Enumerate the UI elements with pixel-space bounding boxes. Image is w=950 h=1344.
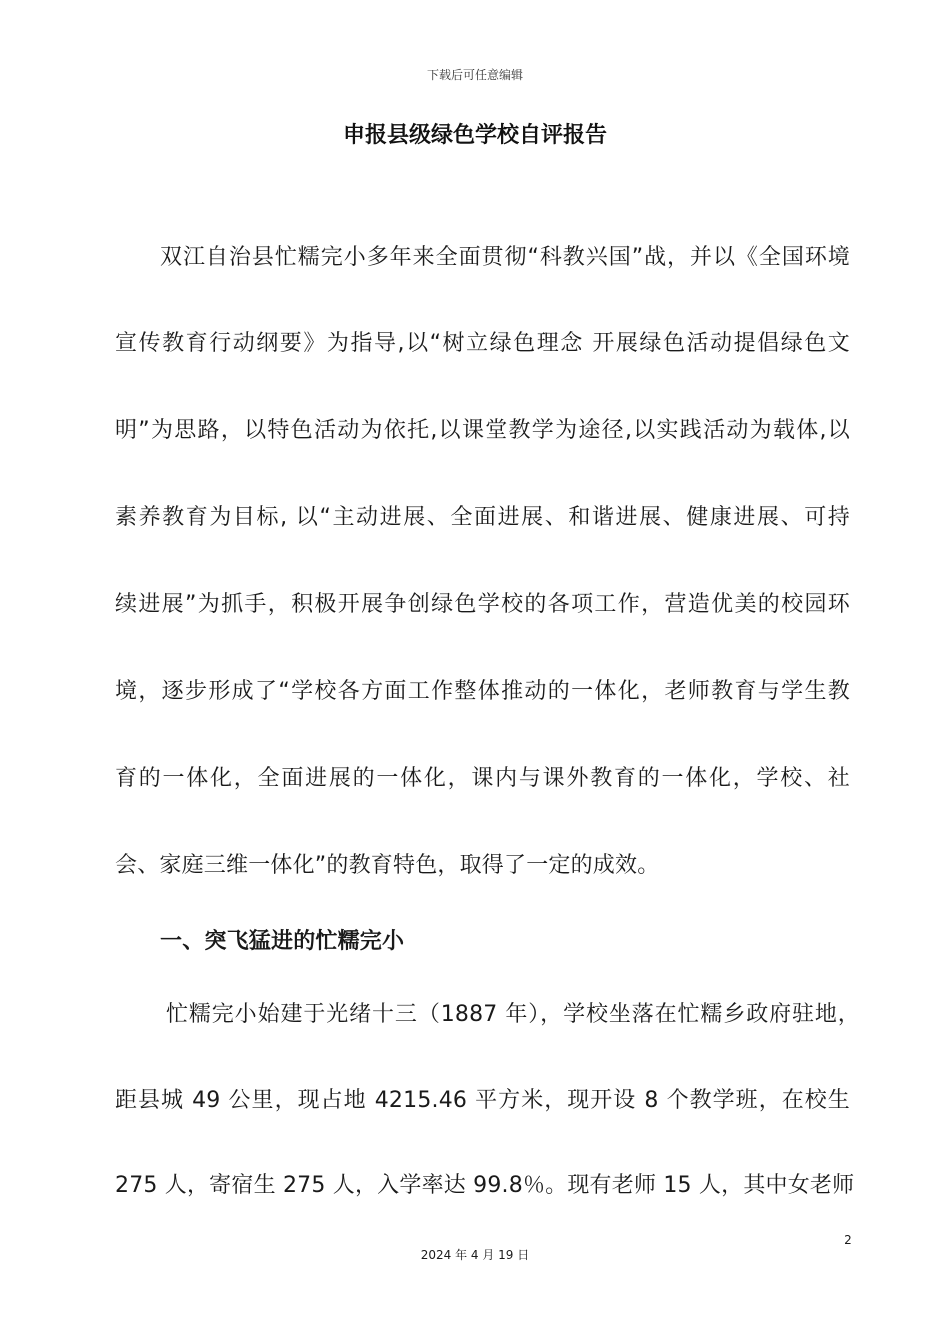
paragraph1-line: 宣传教育行动纲要》为指导,以“树立绿色理念 开展绿色活动提倡绿色文 [115, 331, 850, 356]
paragraph1-line: 会、家庭三维一体化”的教育特色，取得了一定的成效。 [115, 853, 660, 878]
paragraph2-line: 距县城 49 公里，现占地 4215.46 平方米，现开设 8 个教学班，在校生 [115, 1088, 850, 1113]
paragraph1-line: 双江自治县忙糯完小多年来全面贯彻“科教兴国”战，并以《全国环境 [160, 245, 850, 270]
section1-heading: 一、突飞猛进的忙糯完小 [160, 929, 405, 954]
footer-date: 2024 年 4 月 19 日 [420, 1248, 530, 1262]
paragraph2-line: 忙糯完小始建于光绪十三（1887 年），学校坐落在忙糯乡政府驻地， [166, 1002, 860, 1027]
paragraph1-line: 明”为思路，以特色活动为依托,以课堂教学为途径,以实践活动为载体,以 [115, 418, 850, 443]
header-note: 下载后可任意编辑 [426, 68, 523, 82]
paragraph2-line: 275 人，寄宿生 275 人，入学率达 99.8％。现有老师 15 人，其中女老师 [115, 1173, 855, 1198]
document-title: 申报县级绿色学校自评报告 [342, 123, 607, 148]
paragraph1-line: 育的一体化，全面进展的一体化，课内与课外教育的一体化，学校、社 [115, 766, 850, 791]
paragraph1-line: 续进展”为抓手，积极开展争创绿色学校的各项工作，营造优美的校园环 [115, 592, 850, 617]
paragraph1-line: 境，逐步形成了“学校各方面工作整体推动的一体化，老师教育与学生教 [115, 679, 850, 704]
page-number: 2 [844, 1233, 852, 1247]
paragraph1-line: 素养教育为目标, 以“主动进展、全面进展、和谐进展、健康进展、可持 [115, 505, 850, 530]
